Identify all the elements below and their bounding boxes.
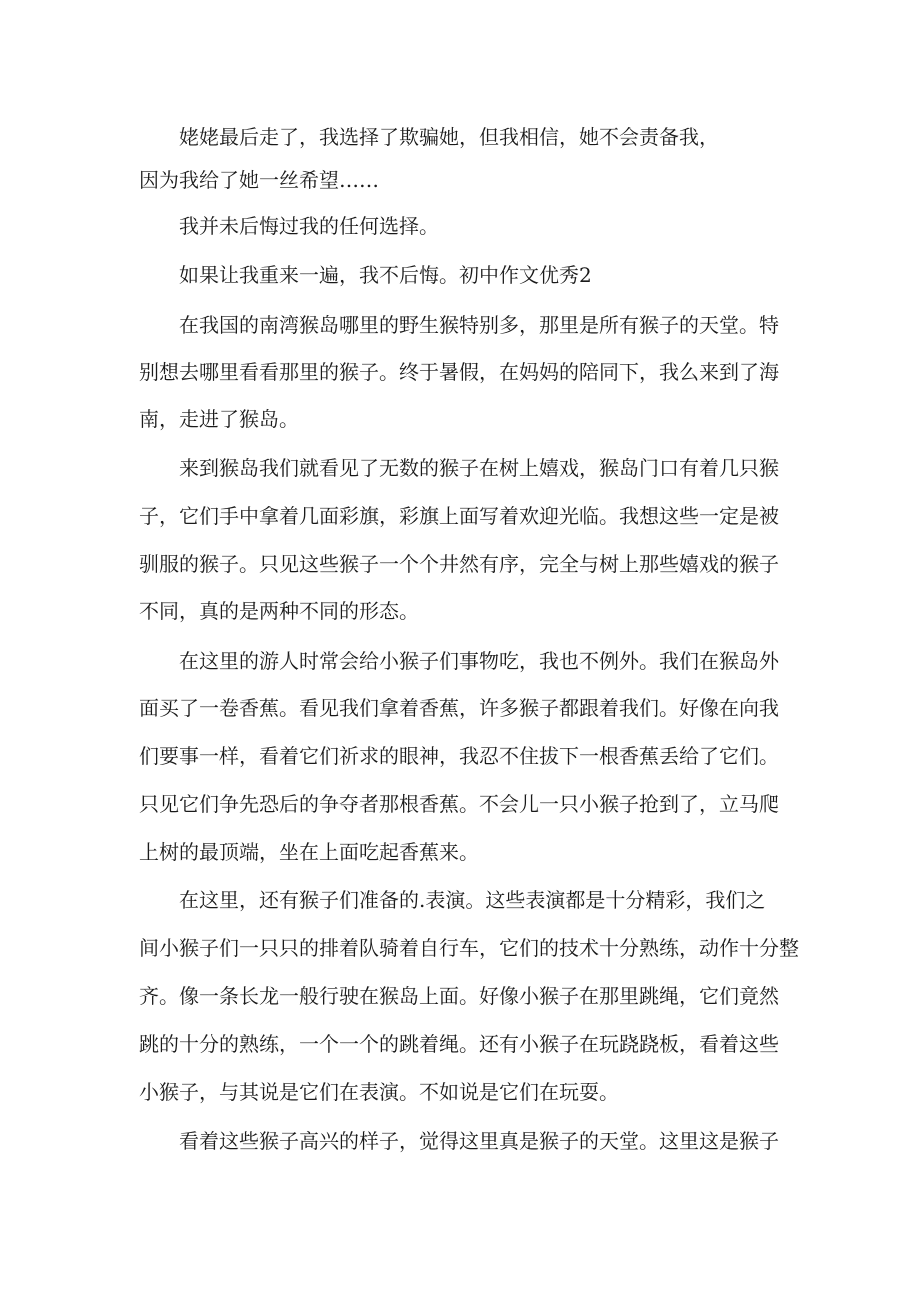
text-line: 间小猴子们一只只的排着队骑着自行车，它们的技术十分熟练，动作十分整 — [139, 936, 799, 960]
text-line: 驯服的猴子。只见这些猴子一个个井然有序，完全与树上那些嬉戏的猴子 — [139, 552, 779, 576]
text-line: 不同，真的是两种不同的形态。 — [139, 599, 419, 623]
text-line: 我并未后悔过我的任何选择。 — [179, 214, 439, 238]
text-line: 因为我给了她一丝希望…… — [139, 168, 379, 192]
text-line: 南，走进了猴岛。 — [139, 407, 299, 431]
text-line: 在这里的游人时常会给小猴子们事物吃，我也不例外。我们在猴岛外 — [179, 649, 779, 673]
text-line: 面买了一卷香蕉。看见我们拿着香蕉，许多猴子都跟着我们。好像在向我 — [139, 696, 779, 720]
text-line: 姥姥最后走了，我选择了欺骗她，但我相信，她不会责备我， — [179, 125, 719, 149]
text-line: 子，它们手中拿着几面彩旗，彩旗上面写着欢迎光临。我想这些一定是被 — [139, 504, 779, 528]
text-line: 在我国的南湾猴岛哪里的野生猴特别多，那里是所有猴子的天堂。特 — [179, 313, 779, 337]
text-line: 跳的十分的熟练，一个一个的跳着绳。还有小猴子在玩跷跷板，看着这些 — [139, 1032, 779, 1056]
text-line: 们要事一样，看着它们祈求的眼神，我忍不住拔下一根香蕉丢给了它们。 — [139, 744, 779, 768]
text-line: 如果让我重来一遍，我不后悔。初中作文优秀2 — [179, 263, 592, 287]
text-line: 看着这些猴子高兴的样子，觉得这里真是猴子的天堂。这里这是猴子 — [179, 1129, 779, 1153]
text-line: 在这里，还有猴子们准备的.表演。这些表演都是十分精彩，我们之 — [179, 888, 766, 912]
text-line: 来到猴岛我们就看见了无数的猴子在树上嬉戏，猴岛门口有着几只猴 — [179, 456, 779, 480]
text-line: 上树的最顶端，坐在上面吃起香蕉来。 — [139, 840, 479, 864]
text-line: 只见它们争先恐后的争夺者那根香蕉。不会儿一只小猴子抢到了，立马爬 — [139, 792, 779, 816]
text-line: 齐。像一条长龙一般行驶在猴岛上面。好像小猴子在那里跳绳，它们竟然 — [139, 984, 779, 1008]
text-line: 小猴子，与其说是它们在表演。不如说是它们在玩耍。 — [139, 1080, 619, 1104]
text-line: 别想去哪里看看那里的猴子。终于暑假，在妈妈的陪同下，我么来到了海 — [139, 360, 779, 384]
